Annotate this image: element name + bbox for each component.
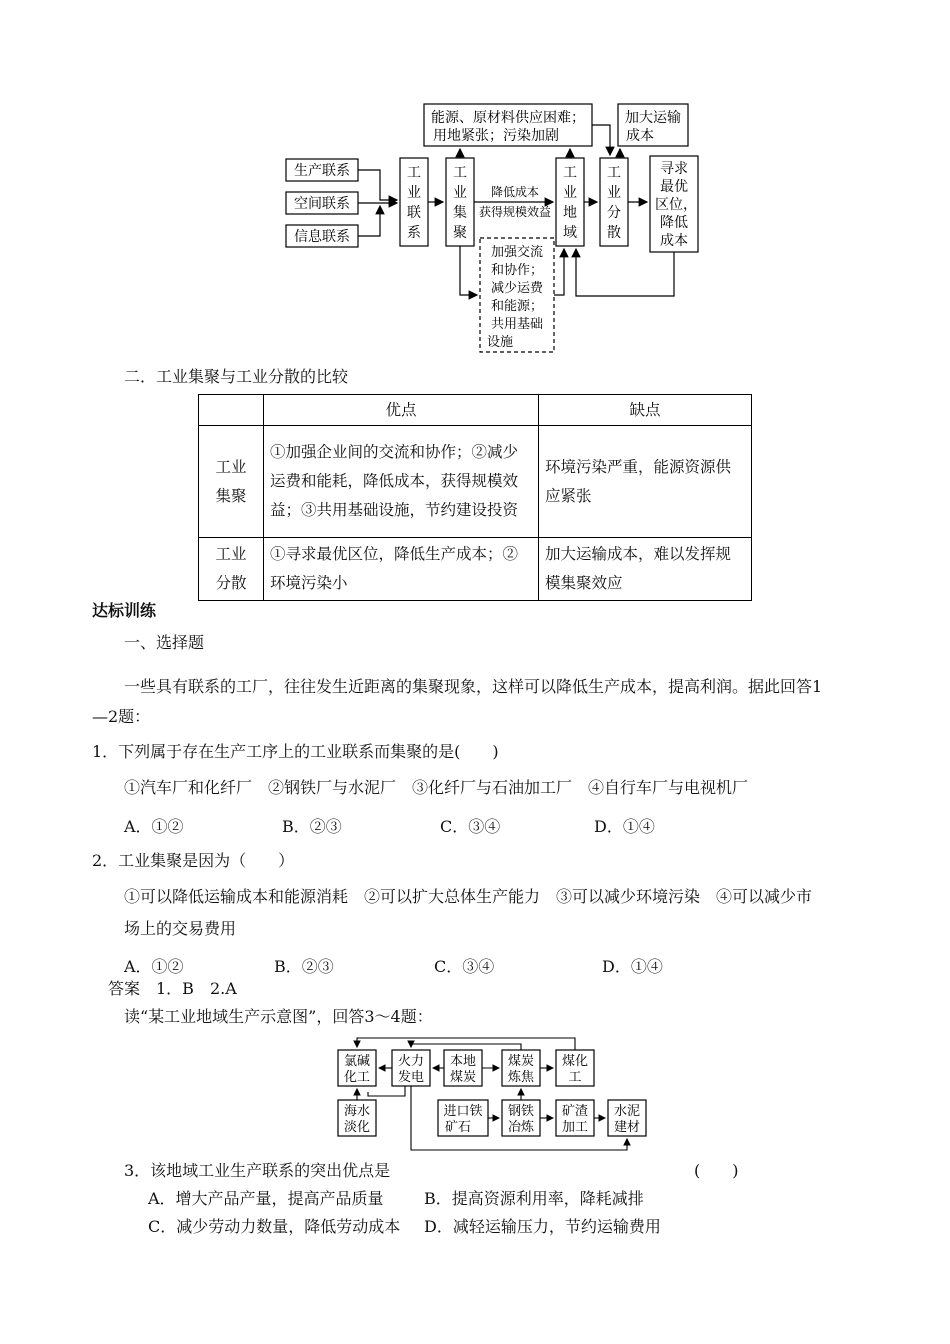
disperse-char-3: 分 [607, 205, 621, 221]
power-line-1: 火力 [397, 1054, 425, 1069]
seek-line-4: 降低 [660, 215, 688, 231]
region-char-3: 地 [563, 205, 577, 221]
q3-option-b: B．提高资源利用率，降耗减排 [424, 1189, 644, 1208]
region-char-1: 工 [563, 165, 577, 181]
q3-option-c: C．减少劳动力数量，降低劳动成本 [148, 1217, 401, 1236]
row-label [199, 538, 264, 601]
cluster-char-3: 集 [453, 205, 467, 221]
cement-line-2: 建材 [613, 1120, 641, 1135]
coal-line-1: 本地 [449, 1054, 477, 1069]
comparison-table [198, 394, 752, 601]
industrial-region-diagram [330, 1032, 660, 1158]
ore-line-1: 进口铁 [443, 1104, 483, 1119]
steel-line-2: 冶炼 [507, 1120, 535, 1135]
cluster-char-2: 业 [453, 185, 467, 201]
row-label-line-2: 分散 [215, 574, 247, 592]
problems-line-2: 用地紧张；污染加剧 [433, 128, 559, 144]
steel-line-1: 钢铁 [507, 1104, 535, 1119]
choice-title: 一、选择题 [124, 633, 205, 652]
seek-line-1: 寻求 [660, 161, 688, 177]
desal-line-1: 海水 [343, 1104, 371, 1119]
benefit-line-2: 和协作； [490, 263, 544, 278]
slag-line-1: 矿渣 [561, 1104, 589, 1119]
cement-line-1: 水泥 [613, 1104, 641, 1119]
pros-cell: ①寻求最优区位，降低生产成本；②环境污染小 [264, 538, 539, 601]
link-char-2: 业 [407, 185, 421, 201]
row-label-line-1: 工业 [215, 545, 247, 563]
q3-stem: 3．该地域工业生产联系的突出优点是 [124, 1161, 391, 1180]
transport-line-2: 成本 [626, 128, 654, 144]
arrow-label-top: 降低成本 [490, 185, 540, 199]
row-label-line-2: 集聚 [215, 486, 247, 505]
input-production: 生产联系 [294, 163, 350, 179]
row-label-line-1: 工业 [215, 457, 247, 476]
disperse-char-4: 散 [607, 225, 621, 241]
q1-stem: 1．下列属于存在生产工序上的工业联系而集聚的是( ) [92, 742, 499, 761]
transport-line-1: 加大运输 [625, 110, 681, 126]
q1-option-b: B．②③ [282, 817, 342, 836]
ore-line-2: 矿石 [444, 1120, 472, 1135]
cluster-char-1: 工 [453, 165, 467, 181]
coalchem-line-2: 工 [568, 1070, 582, 1085]
benefit-line-5: 共用基础 [490, 317, 544, 332]
region-char-4: 域 [563, 225, 577, 241]
benefit-line-4: 和能源； [490, 299, 544, 314]
table-header-row [199, 395, 752, 426]
link-char-4: 系 [407, 225, 421, 241]
q1-option-d: D．①④ [594, 817, 655, 836]
coal-line-2: 煤炭 [449, 1070, 477, 1085]
q2-option-a: A．①② [124, 957, 184, 976]
coke-line-1: 煤炭 [507, 1054, 535, 1069]
seek-line-3: 区位， [655, 197, 697, 213]
intro-line-1: 一些具有联系的工厂，往往发生近距离的集聚现象，这样可以降低生产成本，提高利润。据此回答1 [124, 677, 823, 696]
seek-line-2: 最优 [660, 179, 688, 195]
pros-cell: ①加强企业间的交流和协作；②减少运费和能耗，降低成本，获得规模效益；③共用基础设施，节约建设投资 [264, 426, 539, 538]
q1-option-a: A．①② [124, 817, 184, 836]
disperse-char-2: 业 [607, 185, 621, 201]
section2-title: 二．工业集聚与工业分散的比较 [124, 367, 349, 386]
answer-key: 答案 1．B 2.A [108, 979, 237, 998]
link-char-3: 联 [407, 205, 421, 221]
desal-line-2: 淡化 [343, 1120, 371, 1135]
chlor-line-2: 化工 [343, 1070, 371, 1085]
q2-items-line-2: 场上的交易费用 [124, 919, 237, 938]
q1-items: ①汽车厂和化纤厂 ②钢铁厂与水泥厂 ③化纤厂与石油加工厂 ④自行车厂与电视机厂 [124, 778, 749, 797]
input-space: 空间联系 [294, 196, 350, 212]
coalchem-line-1: 煤化 [561, 1054, 589, 1069]
region-char-2: 业 [563, 185, 577, 201]
training-title: 达标训练 [92, 601, 157, 620]
q3-option-a: A．增大产品产量，提高产品质量 [148, 1189, 384, 1208]
arrow-label-bottom: 获得规模效益 [478, 205, 552, 219]
seek-line-5: 成本 [660, 233, 688, 249]
row-label [199, 426, 264, 538]
disperse-char-1: 工 [607, 165, 621, 181]
q2-items-line-1: ①可以降低运输成本和能源消耗 ②可以扩大总体生产能力 ③可以减少环境污染 ④可以减少市 [124, 887, 813, 906]
chlor-line-1: 氯碱 [343, 1054, 371, 1069]
header-pros: 优点 [264, 395, 539, 426]
benefit-line-3: 减少运费 [490, 281, 544, 296]
cons-cell: 加大运输成本，难以发挥规模集聚效应 [539, 538, 752, 601]
q2-option-b: B．②③ [274, 957, 334, 976]
header-empty [199, 395, 264, 426]
table-row [199, 426, 752, 538]
read-instruction: 读“某工业地域生产示意图”，回答3～4题： [124, 1007, 433, 1026]
q3-paren: ( ) [694, 1161, 739, 1180]
intro-line-2: —2题： [92, 707, 151, 726]
industrial-linkage-diagram [280, 100, 720, 360]
q2-option-d: D．①④ [602, 957, 663, 976]
q1-option-c: C．③④ [440, 817, 501, 836]
q3-option-d: D．减轻运输压力，节约运输费用 [424, 1217, 661, 1236]
q2-stem: 2．工业集聚是因为（ ） [92, 851, 295, 870]
q2-option-c: C．③④ [434, 957, 495, 976]
benefit-line-1: 加强交流 [490, 245, 544, 260]
problems-line-1: 能源、原材料供应困难； [431, 110, 585, 126]
cons-cell: 环境污染严重，能源资源供应紧张 [539, 426, 752, 538]
slag-line-2: 加工 [561, 1120, 589, 1135]
benefit-line-6: 设施 [486, 335, 514, 350]
cluster-char-4: 聚 [453, 225, 467, 241]
link-char-1: 工 [407, 165, 421, 181]
coke-line-2: 炼焦 [507, 1070, 535, 1085]
input-info: 信息联系 [294, 229, 350, 245]
table-row [199, 538, 752, 601]
power-line-2: 发电 [397, 1070, 425, 1085]
header-cons: 缺点 [539, 395, 752, 426]
